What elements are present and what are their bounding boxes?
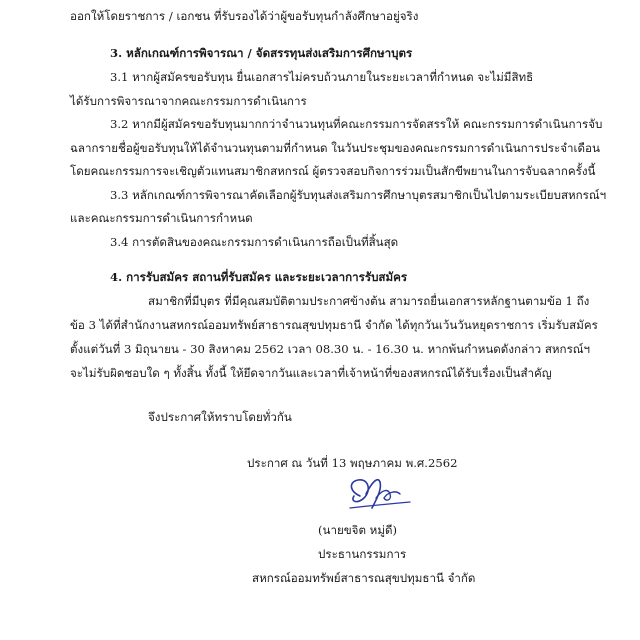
section-4-line-2: ข้อ 3 ได้ที่สำนักงานสหกรณ์ออมทรัพย์สาธารณสุขปทุมธานี จำกัด ได้ทุกวันเว้นวันหยุดราชการ เริ่มรับสมัคร (70, 318, 598, 332)
section-3-heading: 3. หลักเกณฑ์การพิจารณา / จัดสรรทุนส่งเสริมการศึกษาบุตร (110, 46, 413, 60)
organization-name: สหกรณ์ออมทรัพย์สาธารณสุขปทุมธานี จำกัด (252, 571, 476, 585)
item-3-2-line-1: 3.2 หากมีผู้สมัครขอรับทุนมากกว่าจำนวนทุนที่คณะกรรมการจัดสรรให้ คณะกรรมการดำเนินการจับ (110, 117, 603, 131)
section-4-line-3: ตั้งแต่วันที่ 3 มิถุนายน - 30 สิงหาคม 2562 เวลา 08.30 น. - 16.30 น. หากพ้นกำหนดดังกล่าว สหกรณ์ฯ (70, 342, 591, 356)
section-4-heading: 4. การรับสมัคร สถานที่รับสมัคร และระยะเวลาการรับสมัคร (110, 270, 408, 284)
item-3-2-line-3: โดยคณะกรรมการจะเชิญตัวแทนสมาชิกสหกรณ์ ผู้ตรวจสอบกิจการร่วมเป็นสักขีพยานในการจับฉลากครั้งนี้ (70, 164, 596, 178)
date-line: ประกาศ ณ วันที่ 13 พฤษภาคม พ.ศ.2562 (247, 456, 458, 470)
signature-image (338, 468, 418, 516)
section-4-line-4: จะไม่รับผิดชอบใด ๆ ทั้งสิ้น ทั้งนี้ ให้ยึดจากวันและเวลาที่เจ้าหน้าที่ของสหกรณ์ได้รับเรื่องเป็นสำคัญ (70, 366, 552, 380)
item-3-1-line-1: 3.1 หากผู้สมัครขอรับทุน ยื่นเอกสารไม่ครบถ้วนภายในระยะเวลาที่กำหนด จะไม่มีสิทธิ (110, 70, 534, 84)
item-3-2-line-2: ฉลากรายชื่อผู้ขอรับทุนให้ได้จำนวนทุนตามที่กำหนด ในวันประชุมของคณะกรรมการดำเนินการประจำเดือน (70, 141, 600, 155)
announce-line: จึงประกาศให้ทราบโดยทั่วกัน (148, 410, 292, 424)
item-3-4: 3.4 การตัดสินของคณะกรรมการดำเนินการถือเป็นที่สิ้นสุด (110, 235, 399, 249)
signer-position: ประธานกรรมการ (318, 547, 407, 561)
item-3-1-line-2: ได้รับการพิจารณาจากคณะกรรมการดำเนินการ (70, 94, 307, 108)
intro-line: ออกให้โดยราชการ / เอกชน ที่รับรองได้ว่าผู้ขอรับทุนกำลังศึกษาอยู่จริง (70, 9, 419, 23)
item-3-3-line-1: 3.3 หลักเกณฑ์การพิจารณาคัดเลือกผู้รับทุนส่งเสริมการศึกษาบุตรสมาชิกเป็นไปตามระเบียบสหกรณ์ฯ (110, 188, 607, 202)
item-3-3-line-2: และคณะกรรมการดำเนินการกำหนด (70, 211, 253, 225)
section-4-line-1: สมาชิกที่มีบุตร ที่มีคุณสมบัติตามประกาศข้างต้น สามารถยื่นเอกสารหลักฐานตามข้อ 1 ถึง (148, 294, 590, 308)
signer-name: (นายขจิต หมู่ดี) (318, 523, 398, 537)
